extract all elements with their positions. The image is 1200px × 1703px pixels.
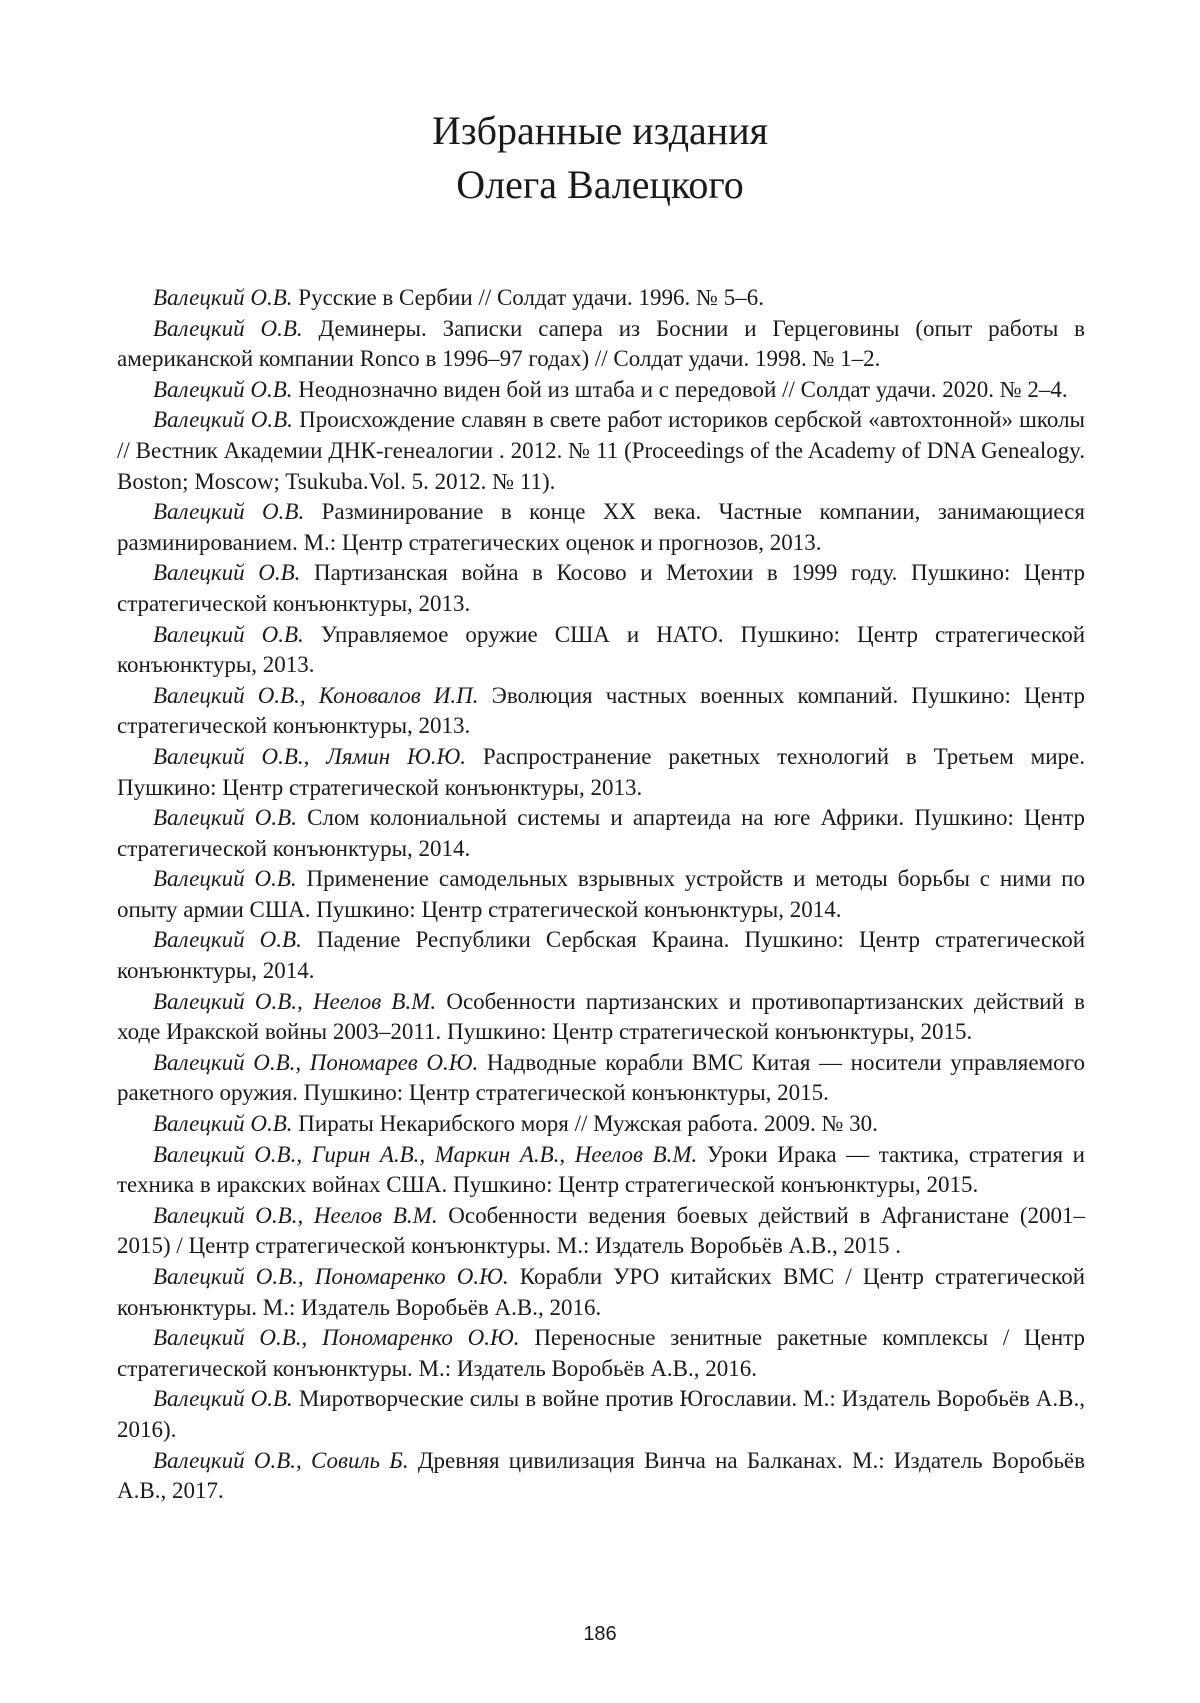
bibliography-entry bbox=[117, 1384, 1085, 1445]
bibliography-entry bbox=[117, 987, 1085, 1048]
entry-text: Русские в Сербии // Солдат удачи. 1996. № 5–6. bbox=[292, 285, 764, 310]
entry-text: Переносные зенитные ракетные комплексы / Центр стратегической конъюнктуры. М.: Издатель Воробьёв А.В., 2016. bbox=[117, 1325, 1086, 1381]
bibliography-entry bbox=[117, 925, 1085, 986]
bibliography-entry bbox=[117, 1323, 1085, 1384]
bibliography-entry bbox=[117, 1446, 1085, 1507]
entry-text: Деминеры. Записки сапера из Боснии и Герцеговины (опыт работы в американской компании Ronco в 1996–97 годах) // Солдат удачи. 1998. № 1–2. bbox=[117, 315, 1085, 372]
bibliography-entry bbox=[117, 1048, 1085, 1109]
entry-text: Распространение ракетных технологий в Третьем мире. Пушкино: Центр стратегической конъюнктуры, 2013. bbox=[117, 743, 1085, 800]
entry-text: Древняя цивилизация Винча на Балканах. М.: Издатель Воробьёв А.В., 2017. bbox=[117, 1447, 1086, 1504]
entry-authors: Валецкий О.В. bbox=[153, 407, 293, 433]
title-line-1: Избранные издания bbox=[431, 108, 769, 153]
entry-authors: Валецкий О.В., Лямин Ю.Ю. bbox=[153, 743, 466, 769]
entry-authors: Валецкий О.В., Пономарев О.Ю. bbox=[153, 1049, 479, 1075]
entry-authors: Валецкий О.В. bbox=[153, 1386, 293, 1412]
bibliography-entry bbox=[117, 742, 1085, 803]
bibliography-entry bbox=[117, 405, 1085, 497]
bibliography-entry bbox=[117, 497, 1085, 558]
bibliography-entry bbox=[117, 803, 1085, 864]
entry-text: Партизанская война в Косово и Метохии в 1999 году. Пушкино: Центр стратегической конъюнктуры, 2013. bbox=[117, 560, 1086, 616]
entry-authors: Валецкий О.В., Неелов В.М. bbox=[153, 988, 437, 1014]
entry-authors: Валецкий О.В., Пономаренко О.Ю. bbox=[153, 1264, 509, 1289]
entry-authors: Валецкий О.В. bbox=[153, 1111, 293, 1137]
entry-text: Корабли УРО китайских ВМС / Центр стратегической конъюнктуры. М.: Издатель Воробьёв А.В., 2016. bbox=[117, 1264, 1086, 1320]
entry-authors: Валецкий О.В., Гирин А.В., Маркин А.В., Неелов В.М. bbox=[153, 1141, 698, 1167]
bibliography-entry bbox=[117, 864, 1085, 925]
entry-authors: Валецкий О.В., Пономаренко О.Ю. bbox=[153, 1325, 520, 1351]
entry-text: Происхождение славян в свете работ историков сербской «автохтонной» школы // Вестник Академии ДНК-генеалогии . 2012. № 11 (Proceedings of the Academy of DNA Genealogy. Boston; Moscow; Tsukuba.Vol. 5. 2012. № 11). bbox=[117, 407, 1086, 494]
entry-authors: Валецкий О.В. bbox=[153, 499, 305, 525]
entry-text: Слом колониальной системы и апартеида на юге Африки. Пушкино: Центр стратегической конъюнктуры, 2014. bbox=[117, 805, 1085, 861]
entry-text: Особенности партизанских и противопартизанских действий в ходе Иракской войны 2003–2011. Пушкино: Центр стратегической конъюнктуры, 2015. bbox=[117, 988, 1085, 1045]
bibliography-entry bbox=[117, 558, 1085, 619]
entry-authors: Валецкий О.В. bbox=[153, 560, 301, 586]
entry-authors: Валецкий О.В. bbox=[153, 376, 293, 402]
bibliography-entry bbox=[117, 1201, 1085, 1262]
bibliography-entry bbox=[117, 1109, 1085, 1140]
entry-authors: Валецкий О.В. bbox=[153, 315, 303, 341]
entry-text: Пираты Некарибского моря // Мужская работа. 2009. № 30. bbox=[292, 1111, 878, 1137]
bibliography-entry bbox=[117, 375, 1085, 406]
entry-authors: Валецкий О.В. bbox=[153, 927, 302, 953]
entry-text: Эволюция частных военных компаний. Пушкино: Центр стратегической конъюнктуры, 2013. bbox=[117, 682, 1085, 739]
entry-text: Неоднозначно виден бой из штаба и с передовой // Солдат удачи. 2020. № 2–4. bbox=[292, 376, 1068, 402]
entry-text: Надводные корабли ВМС Китая — носители управляемого ракетного оружия. Пушкино: Центр стратегической конъюнктуры, 2015. bbox=[117, 1049, 1085, 1106]
entry-text: Разминирование в конце XX века. Частные компании, занимающиеся разминированием. М.: Центр стратегических оценок и прогнозов, 2013. bbox=[117, 499, 1086, 555]
bibliography-entry bbox=[117, 681, 1085, 742]
entry-text: Миротворческие силы в войне против Югославии. М.: Издатель Воробьёв А.В., 2016). bbox=[117, 1386, 1085, 1442]
bibliography-entry bbox=[117, 283, 1085, 314]
title-line-2: Олега Валецкого bbox=[456, 162, 744, 207]
entry-authors: Валецкий О.В., Коновалов И.П. bbox=[153, 682, 479, 708]
bibliography-entry bbox=[117, 1140, 1085, 1201]
entry-authors: Валецкий О.В. bbox=[153, 621, 304, 647]
entry-text: Уроки Ирака — тактика, стратегия и техника в иракских войнах США. Пушкино: Центр стратегической конъюнктуры, 2015. bbox=[117, 1141, 1085, 1198]
page-number: 186 bbox=[583, 1623, 617, 1645]
bibliography-list bbox=[117, 283, 1085, 1507]
entry-authors: Валецкий О.В., Совиль Б. bbox=[153, 1447, 409, 1473]
entry-authors: Валецкий О.В., Неелов В.М. bbox=[153, 1202, 438, 1228]
entry-text: Управляемое оружие США и НАТО. Пушкино: Центр стратегической конъюнктуры, 2013. bbox=[117, 621, 1085, 678]
entry-authors: Валецкий О.В. bbox=[153, 285, 293, 310]
bibliography-entry bbox=[117, 314, 1085, 375]
bibliography-entry bbox=[117, 620, 1085, 681]
entry-authors: Валецкий О.В. bbox=[153, 866, 297, 892]
page-title bbox=[0, 104, 1200, 212]
bibliography-entry bbox=[117, 1262, 1085, 1323]
entry-text: Применение самодельных взрывных устройств и методы борьбы с ними по опыту армии США. Пушкино: Центр стратегической конъюнктуры, 2014. bbox=[117, 866, 1085, 922]
entry-text: Падение Республики Сербская Краина. Пушкино: Центр стратегической конъюнктуры, 2014. bbox=[117, 927, 1086, 984]
entry-authors: Валецкий О.В. bbox=[153, 805, 297, 831]
entry-text: Особенности ведения боевых действий в Афганистане (2001–2015) / Центр стратегической конъюнктуры. М.: Издатель Воробьёв А.В., 2015 . bbox=[117, 1202, 1085, 1259]
